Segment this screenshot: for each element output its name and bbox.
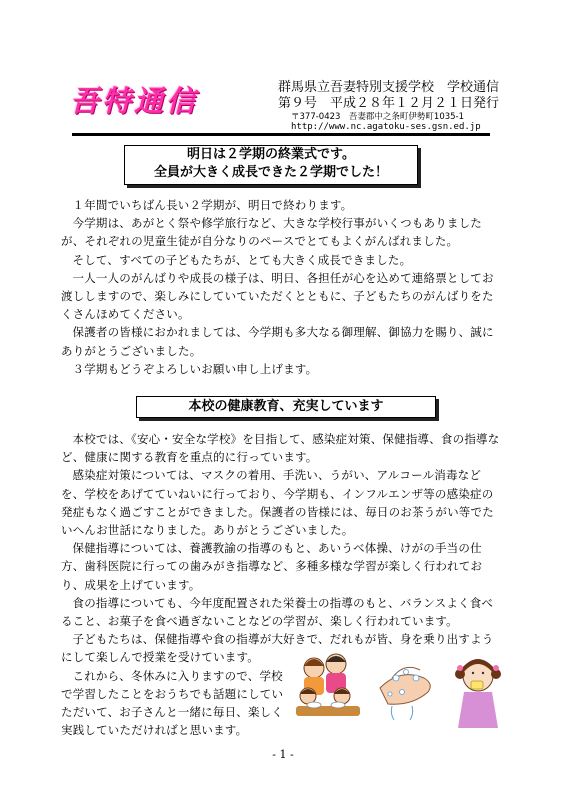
- section1-headline: [124, 145, 418, 185]
- section1-headline-line1: 明日は２学期の終業式です。: [187, 147, 355, 162]
- girl-gargling-illustration: [455, 659, 501, 728]
- newsletter-logo: 吾特通信: [70, 84, 199, 118]
- section1-headline-line2: 全員が大きく成長できた２学期でした！: [153, 165, 388, 180]
- section2-headline-text: 本校の健康教育、充実しています: [188, 399, 384, 414]
- paragraph: 子どもたちは、保健指導や食の指導が大好きで、だれもが皆、身を乗り出すようにして楽しんで授業を受けています。: [61, 632, 494, 665]
- paragraph: そして、すべての子どもたちが、とても大きく成長できました。: [72, 252, 412, 267]
- school-name: 群馬県立吾妻特別支援学校 学校通信: [278, 80, 500, 95]
- paragraph: 感染症対策については、マスクの着用、手洗い、うがい、アルコール消毒などを、学校をあげてていねいに行っており、今学期も、インフルエンザ等の感染症の発症もなく過ごすことができました。保護者の皆様には、毎日のお茶うがい等でたいへんお世話になりました。ありがとうございました。: [61, 468, 494, 538]
- paragraph: １年間でいちばん長い２学期が、明日で終わります。: [72, 198, 353, 212]
- hand-washing-illustration: [380, 667, 430, 720]
- paragraph: 今学期は、あがとく祭や修学旅行など、大きな学校行事がいくつもありましたが、それぞれの児童生徒が自分なりのペースでとてもよくがんばれました。: [61, 216, 482, 249]
- paragraph: 保護者の皆様におかれましては、今学期も多大なる御理解、御協力を賜り、誠にありがとうございました。: [61, 325, 494, 358]
- section2-headline: [136, 396, 436, 418]
- school-url[interactable]: http://www.nc.agatoku-ses.gsn.ed.jp: [291, 122, 481, 132]
- family-eating-illustration: [296, 654, 360, 716]
- paragraph: これから、冬休みに入りますので、学校で学習したことをおうちでも話題にしていただいて、お子さんと一緒に毎日、楽しく実践していただければと思います。: [61, 668, 284, 738]
- school-address: 〒377-0423 吾妻郡中之条町伊勢町1035-1: [291, 112, 465, 122]
- issue-info: 第９号 平成２８年１２月２１日発行: [278, 96, 500, 111]
- paragraph: 一人一人のがんばりや成長の様子は、明日、各担任が心を込めて連絡票としてお渡ししますので、楽しみにしていていただくとともに、子どもたちのがんばりをたくさんほめてください。: [61, 270, 494, 322]
- paragraph: ３学期もどうぞよろしいお願い申し上げます。: [72, 361, 318, 376]
- section1-body: [61, 196, 502, 378]
- health-illustration: [292, 648, 510, 730]
- masthead-divider: [72, 133, 490, 136]
- paragraph: 本校では、《安心・安全な学校》を目指して、感染症対策、保健指導、食の指導など、健康に関する教育を重点的に行っています。: [61, 432, 500, 465]
- paragraph: 食の指導についても、今年度配置された栄養士の指導のもと、バランスよく食べること、お菓子を食べ過ぎないことなどの学習が、楽しく行われています。: [61, 595, 494, 629]
- page-number: - 1 -: [272, 748, 294, 761]
- paragraph: 保健指導については、養護教諭の指導のもと、あいうべ体操、けがの手当の仕方、歯科医院に行っての歯みがき指導など、多種多様な学習が楽しく行われており、成果を上げています。: [61, 541, 483, 592]
